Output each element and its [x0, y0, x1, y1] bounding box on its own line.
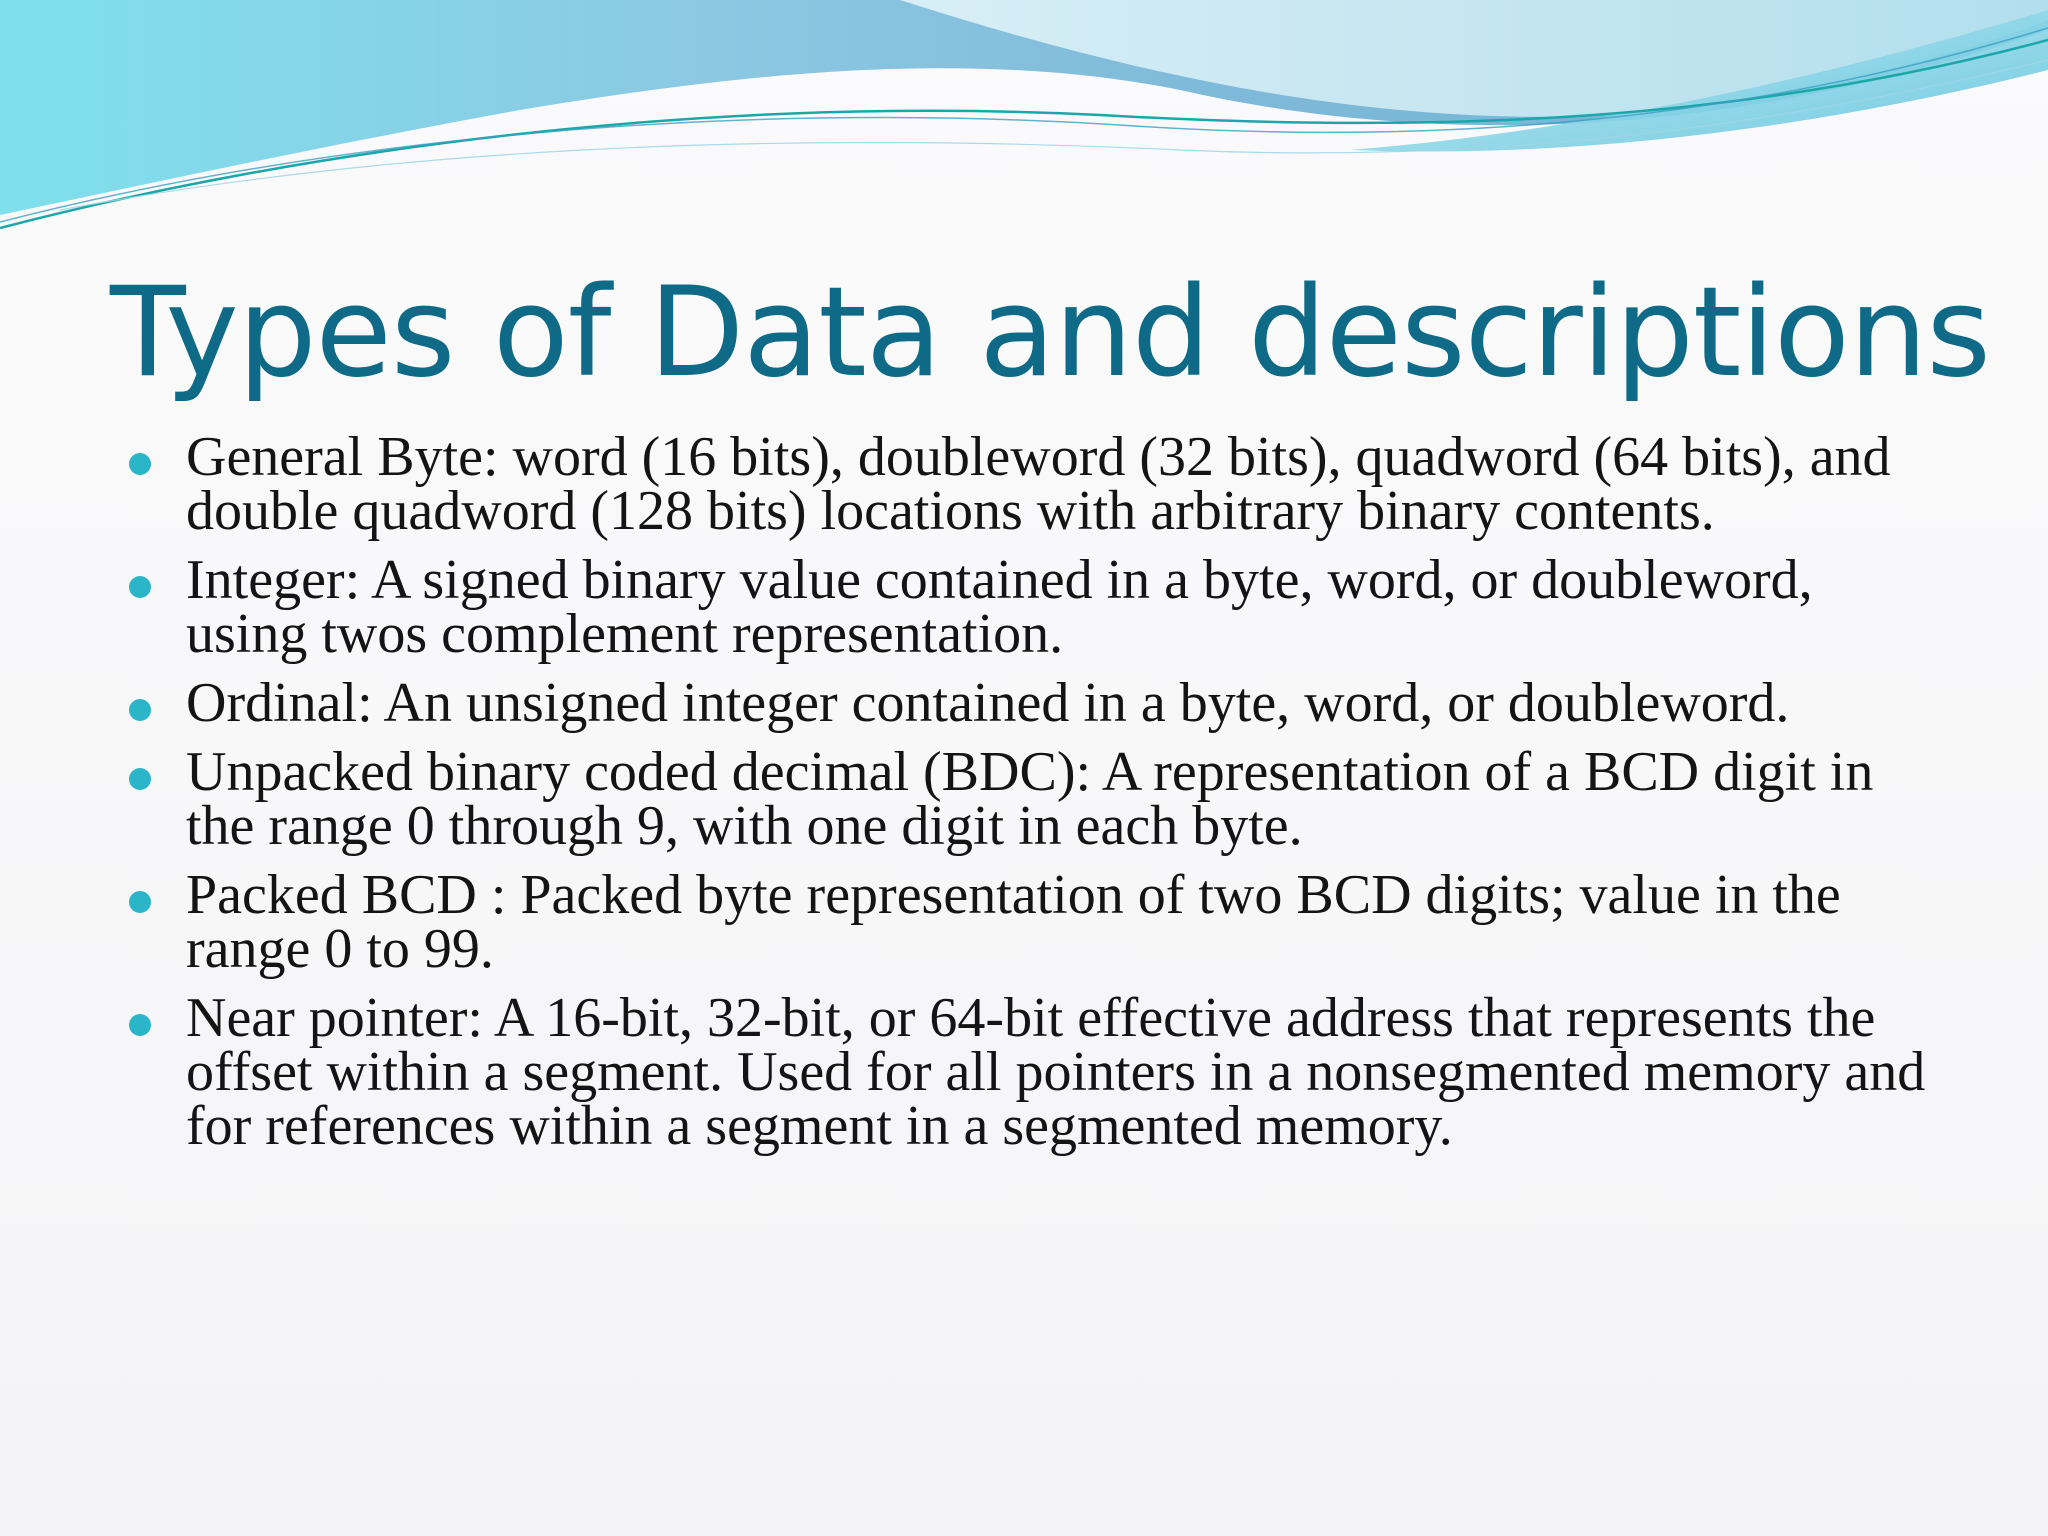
bullet-text: Near pointer: A 16-bit, 32-bit, or 64-bit effective address that represents the offset within a segment. Used for all pointers in a nonsegmented memory and for references within a segment in a segmented memory.	[186, 987, 1926, 1157]
bullet-item-near-pointer	[126, 987, 1946, 1157]
bullet-item-general-byte	[126, 426, 1946, 542]
bullet-dot-icon	[129, 453, 151, 475]
bullet-item-integer	[126, 549, 1946, 665]
bullet-text: Packed BCD : Packed byte representation of two BCD digits; value in the range 0 to 99.	[186, 864, 1841, 980]
bullet-text: General Byte: word (16 bits), doubleword (32 bits), quadword (64 bits), and double quadword (128 bits) locations with arbitrary binary contents.	[186, 426, 1891, 542]
bullet-text: Unpacked binary coded decimal (BDC): A representation of a BCD digit in the range 0 through 9, with one digit in each byte.	[186, 741, 1874, 857]
bullet-text: Ordinal: An unsigned integer contained in a byte, word, or doubleword.	[186, 672, 1790, 734]
bullet-item-unpacked-bcd	[126, 741, 1946, 857]
bullet-list	[126, 426, 1946, 1168]
bullet-item-ordinal	[126, 672, 1946, 734]
bullet-text: Integer: A signed binary value contained in a byte, word, or doubleword, using twos complement representation.	[186, 549, 1813, 665]
bullet-dot-icon	[129, 699, 151, 721]
bullet-item-packed-bcd	[126, 864, 1946, 980]
bullet-dot-icon	[129, 768, 151, 790]
bullet-dot-icon	[129, 1014, 151, 1036]
bullet-dot-icon	[129, 576, 151, 598]
slide-title: Types of Data and descriptions	[110, 261, 1991, 405]
bullet-dot-icon	[129, 891, 151, 913]
wave-header-decoration	[0, 0, 2048, 260]
